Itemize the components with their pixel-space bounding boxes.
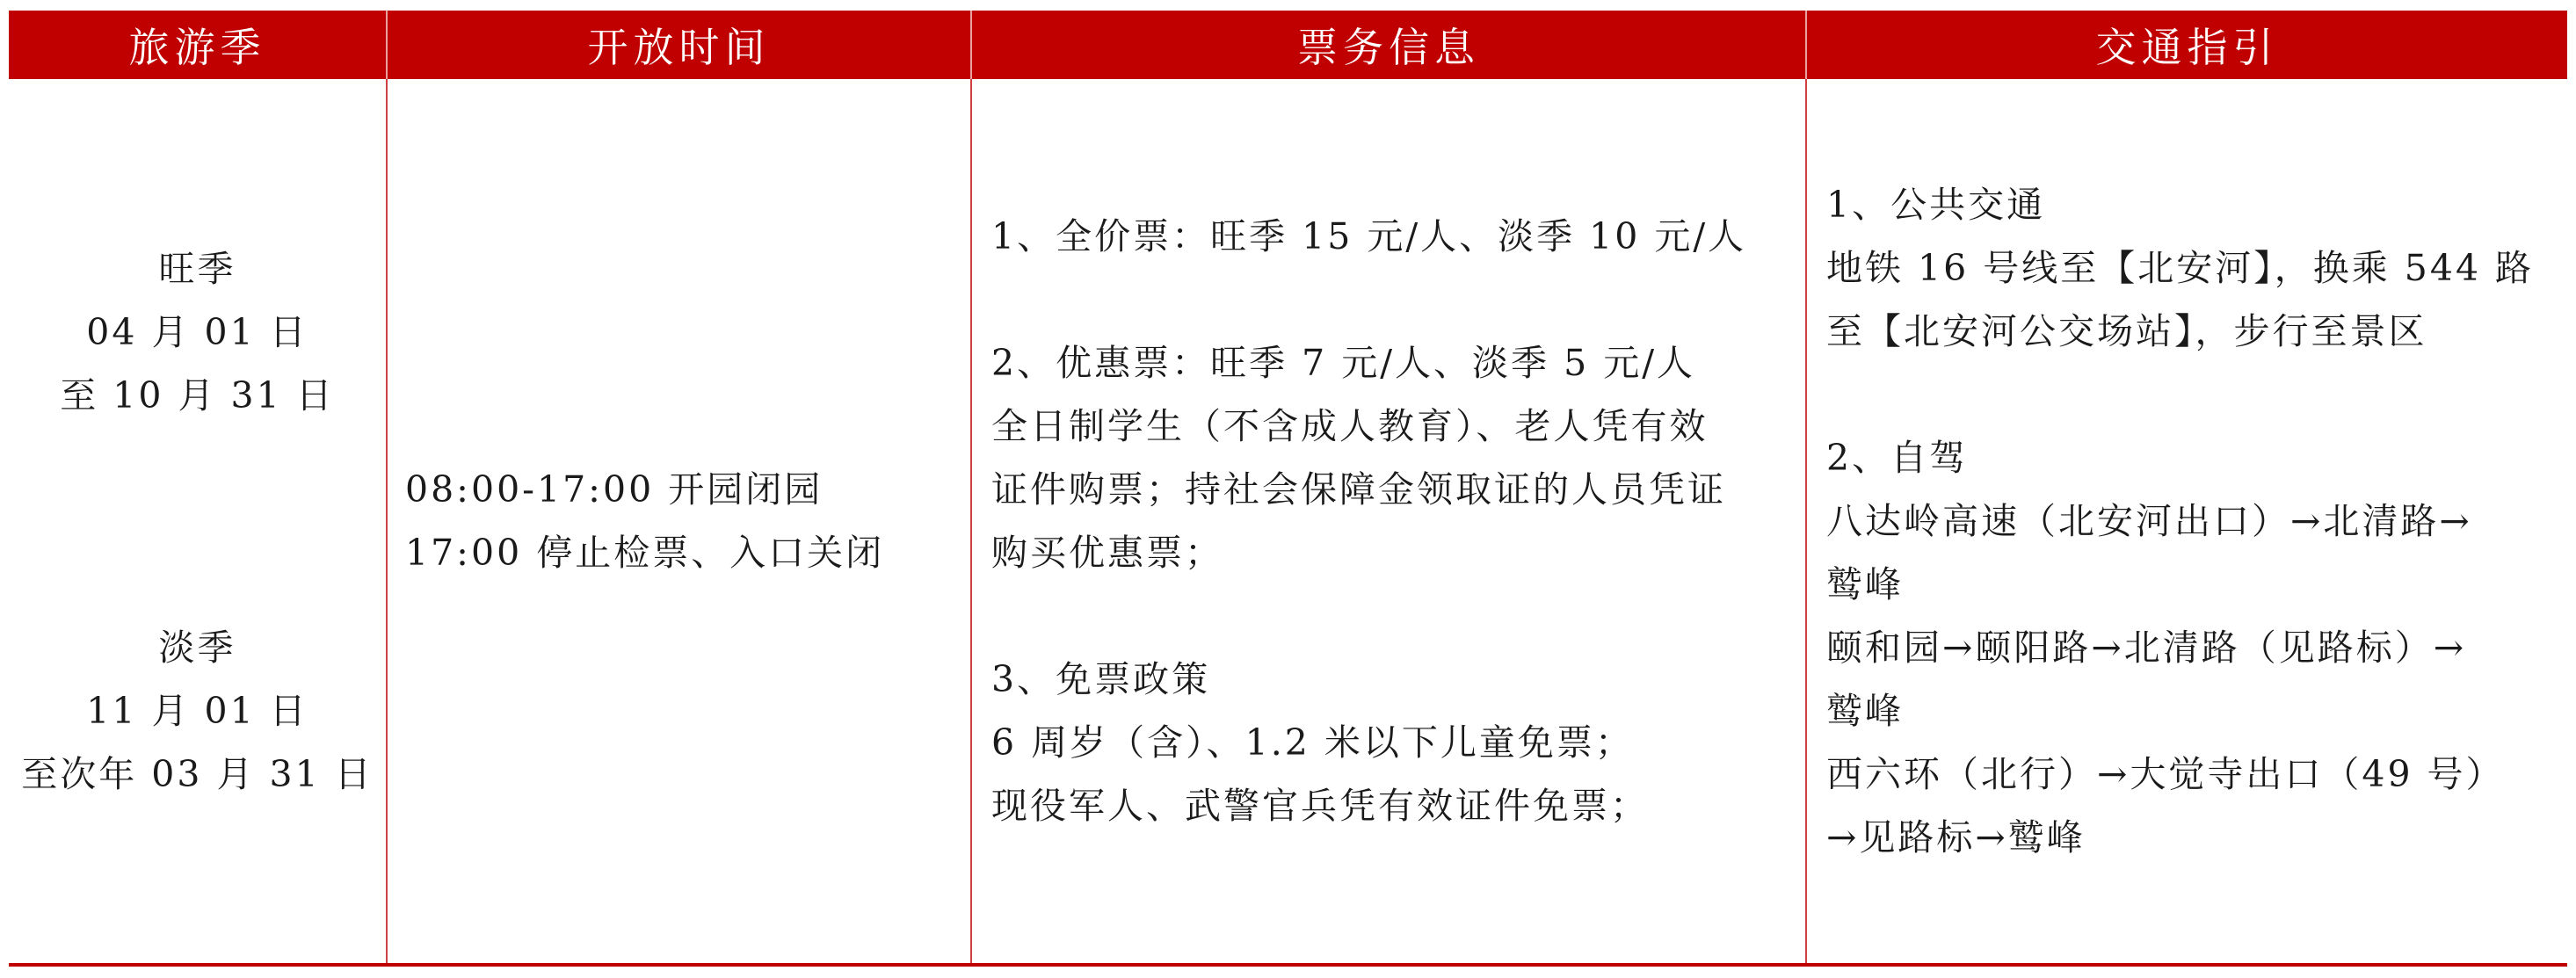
content-row <box>9 79 2567 965</box>
ticket-discount-title: 2、优惠票：旺季 7 元/人、淡季 5 元/人 <box>991 342 1696 384</box>
transport-drive-line: 八达岭高速（北安河出口）→北清路→ <box>1826 500 2472 542</box>
ticket-free-line: 6 周岁（含）、1.2 米以下儿童免票； <box>991 721 1634 764</box>
ticket-full-price: 1、全价票：旺季 15 元/人、淡季 10 元/人 <box>991 215 1747 257</box>
transport-drive-line: 颐和园→颐阳路→北清路（见路标）→ <box>1826 627 2467 669</box>
hours-close: 17:00 停止检票、入口关闭 <box>405 532 885 574</box>
tickets-cell <box>971 79 1806 965</box>
header-hours: 开放时间 <box>387 11 971 79</box>
transport-drive-line: 鹫峰 <box>1826 690 1904 732</box>
transport-public-title: 1、公共交通 <box>1826 184 2046 226</box>
hours-cell <box>387 79 971 965</box>
off-season-end: 至次年 03 月 31 日 <box>21 752 374 795</box>
scenic-info-table <box>9 11 2567 967</box>
transport-cell <box>1806 79 2567 965</box>
info-table-container <box>9 11 2567 967</box>
season-cell <box>9 79 387 965</box>
header-season: 旅游季 <box>9 11 387 79</box>
off-season <box>9 616 386 806</box>
hours-open: 08:00-17:00 开园闭园 <box>405 468 824 511</box>
ticket-discount-line: 购买优惠票； <box>991 532 1223 574</box>
off-season-name: 淡季 <box>158 626 236 669</box>
transport-drive-title: 2、自驾 <box>1826 437 1969 479</box>
header-row <box>9 11 2567 79</box>
peak-season-start: 04 月 01 日 <box>86 310 308 353</box>
ticket-free-line: 现役军人、武警官兵凭有效证件免票； <box>991 785 1649 827</box>
peak-season <box>9 237 386 427</box>
header-tickets: 票务信息 <box>971 11 1806 79</box>
header-transport: 交通指引 <box>1806 11 2567 79</box>
transport-public-line: 至【北安河公交场站】，步行至景区 <box>1826 310 2427 352</box>
peak-season-end: 至 10 月 31 日 <box>60 373 335 417</box>
transport-drive-line: 西六环（北行）→大觉寺出口（49 号） <box>1826 753 2505 795</box>
ticket-free-title: 3、免票政策 <box>991 658 1211 700</box>
peak-season-name: 旺季 <box>158 247 236 290</box>
transport-public-line: 地铁 16 号线至【北安河】，换乘 544 路 <box>1826 247 2535 289</box>
ticket-discount-line: 证件购票；持社会保障金领取证的人员凭证 <box>991 468 1726 511</box>
ticket-discount-line: 全日制学生（不含成人教育）、老人凭有效 <box>991 405 1709 447</box>
transport-drive-line: →见路标→鹫峰 <box>1826 816 2086 858</box>
off-season-start: 11 月 01 日 <box>86 689 308 732</box>
transport-drive-line: 鹫峰 <box>1826 563 1904 605</box>
